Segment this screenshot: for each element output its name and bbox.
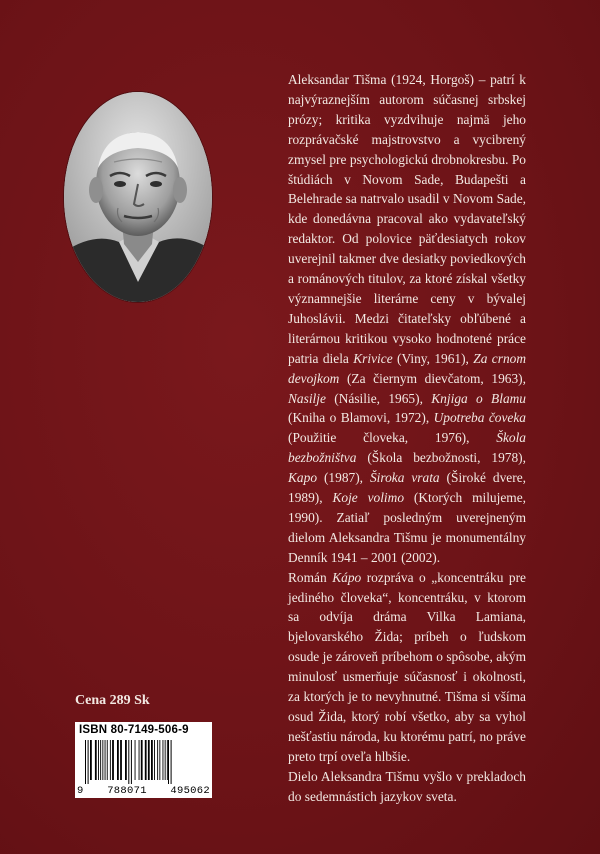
barcode-bar <box>85 740 86 784</box>
author-bio: Aleksandar Tišma (1924, Horgoš) – patrí k najvýraznejším autorom súčasnej srbskej prózy; kritika vyzdvihuje najmä jeho rozprávačské majstrovstvo a vycibrený zmysel pre psychologickú drobnokresbu. Po štúdiách v Novom Sade, Budapešti a Belehrade sa natrvalo usadil v Novom Sade, kde donedávna pracoval ako vydavateľský redaktor. Od polovice päťdesiatych rokov uverejnil takmer dve desiatky poviedkových a románových titulov, za ktoré získal všetky významnejšie literárne ceny v bývalej Juhoslávii. Medzi čitateľsky obľúbené a literárnou kritikou vysoko hodnotené práce patria diela Krivice (Viny, 1961), Za crnom devojkom (Za čiernym dievčatom, 1963), Nasilje (Násilie, 1965), Knjiga o Blamu (Kniha o Blamovi, 1972), Upotreba čoveka (Použitie človeka, 1976), Škola bezbožništva (Škola bezbožnosti, 1978), Kapo (1987), Široka vrata (Široké dvere, 1989), Koje volimo (Ktorých milujeme, 1990). Zatiaľ posledným uverejneným dielom Aleksandra Tišmu je monumentálny Denník 1941 – 2001 (2002). <box>288 72 527 565</box>
barcode-bar <box>151 740 153 780</box>
barcode-bar <box>90 740 92 780</box>
novel-description: Román Kápo rozpráva o „koncentráku pre jediného človeka“, koncentráku, v ktorom sa odvíja dráma Vilka Lamiana, bjelovarského Žida; príbeh o ľudskom osude je zároveň príbehom o spôsobe, akým minulosť usmerňuje súčasnosť i okolnosti, za ktorých je to nevyhnutné. Tišma si všíma osud Žida, ktorý robí všetko, aby sa vyhol nešťastiu národa, ku ktorému patrí, no práve preto trpí oveľa hlbšie. <box>288 569 526 764</box>
barcode-bar <box>125 740 127 780</box>
isbn-number: ISBN 80-7149-506-9 <box>79 724 189 736</box>
barcode-bar <box>168 740 169 784</box>
back-cover-text <box>288 70 526 807</box>
barcode-bar <box>171 740 172 784</box>
barcode-bar <box>100 740 101 780</box>
title-knjiga-o-blamu: Knjiga o Blamu <box>431 390 527 406</box>
barcode-bar <box>117 740 119 780</box>
barcode-bar <box>102 740 103 780</box>
barcode-bar <box>110 740 111 780</box>
ean-left-group: 788071 <box>107 785 147 797</box>
translations-note: Dielo Aleksandra Tišmu vyšlo v prekladoch do sedemnástich jazykov sveta. <box>288 768 526 804</box>
barcode-bar <box>105 740 106 780</box>
author-portrait <box>64 92 212 302</box>
title-krivice: Krivice <box>353 350 393 366</box>
ean-first-digit: 9 <box>77 785 84 797</box>
barcode-bars <box>83 740 207 784</box>
barcode-bar <box>112 740 114 780</box>
title-upotreba-coveka: Upotreba čoveka <box>433 410 527 426</box>
title-nasilje: Nasilje <box>288 390 326 406</box>
title-koje-volimo: Koje volimo <box>332 490 405 506</box>
barcode-bar <box>148 740 150 780</box>
price-label: Cena 289 Sk <box>75 693 150 708</box>
title-za-crnom-devojkom: Za crnom devojkom <box>288 350 527 386</box>
barcode-bar <box>159 740 160 780</box>
barcode-bar <box>154 740 155 780</box>
barcode-bar <box>95 740 97 780</box>
barcode-bar <box>107 740 108 780</box>
barcode-bar <box>128 740 129 784</box>
title-skola-bezboznistva: Škola bezbožništva <box>288 430 526 466</box>
barcode-bar <box>165 740 166 780</box>
barcode-bar <box>157 740 158 780</box>
barcode-bar <box>120 740 122 780</box>
author-photo-image <box>64 92 212 302</box>
title-kapo: Kapo <box>288 470 318 486</box>
title-siroka-vrata: Široka vrata <box>369 470 440 486</box>
barcode-bar <box>167 740 168 780</box>
barcode-bar <box>88 740 89 784</box>
barcode-bar <box>139 740 140 780</box>
barcode-bar <box>145 740 147 780</box>
barcode-bar <box>141 740 143 780</box>
novel-title: Kápo <box>332 569 362 585</box>
ean-right-group: 495062 <box>170 785 210 797</box>
barcode-bar <box>131 740 132 784</box>
barcode-bar <box>163 740 164 780</box>
barcode-bar <box>98 740 99 780</box>
ean-digits <box>77 785 210 797</box>
barcode-bar <box>135 740 136 780</box>
isbn-barcode <box>75 722 212 798</box>
